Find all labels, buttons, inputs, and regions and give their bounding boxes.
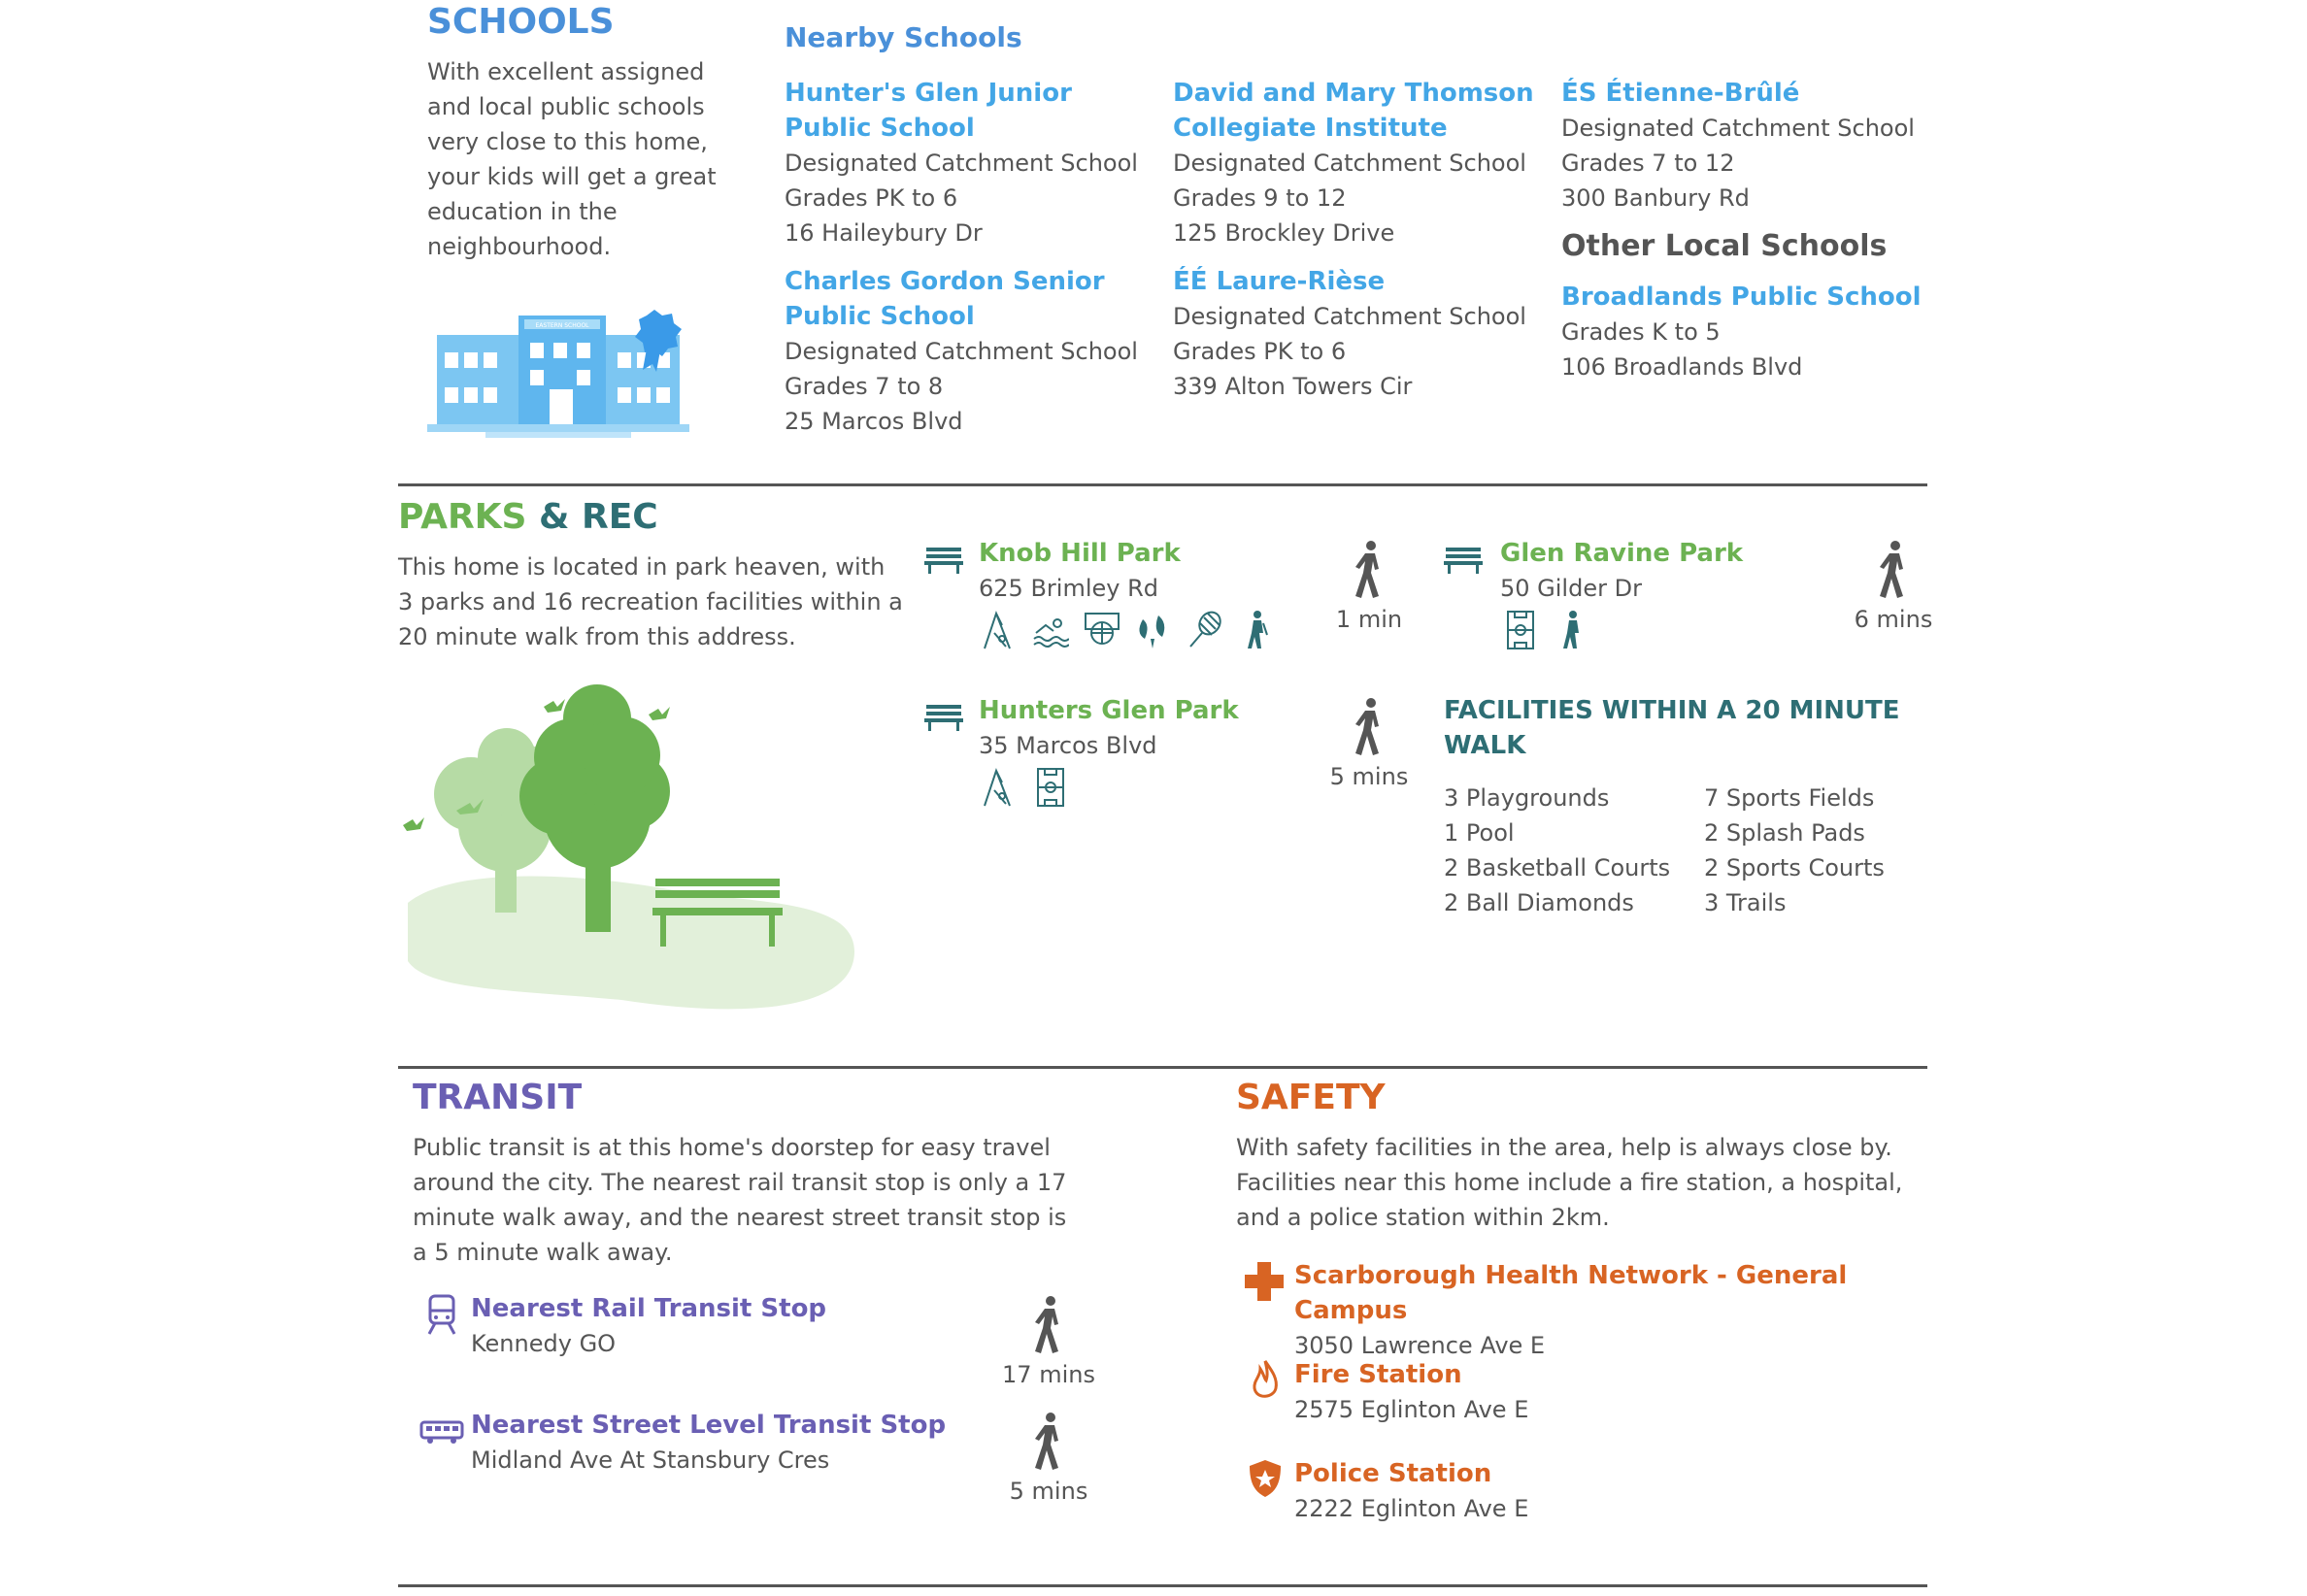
school-grades: Grades K to 5 xyxy=(1561,318,1721,346)
pool-icon xyxy=(1032,610,1069,650)
walk-time-rail xyxy=(1000,1295,1097,1388)
walking-person-icon xyxy=(1874,540,1913,600)
safety-name-link[interactable]: Scarborough Health Network - General Campus xyxy=(1294,1261,1848,1325)
transit-title: TRANSIT xyxy=(413,1078,583,1117)
nearby-schools-heading: Nearby Schools xyxy=(785,21,1022,53)
park-facility-icons xyxy=(981,767,1079,812)
playground-icon xyxy=(981,767,1018,808)
safety-card-hospital xyxy=(1294,1258,1935,1363)
safety-card-police xyxy=(1294,1456,1877,1526)
rail-transit-label[interactable]: Nearest Rail Transit Stop xyxy=(471,1294,827,1323)
school-card-1 xyxy=(785,76,1144,250)
facility-count: 3 Playgrounds xyxy=(1444,784,1610,812)
walk-time-label: 5 mins xyxy=(1329,763,1409,790)
bench-icon xyxy=(924,703,963,732)
school-building-illustration xyxy=(427,306,699,442)
parks-title-a: PARKS xyxy=(398,497,527,537)
school-card-4 xyxy=(1173,264,1542,404)
parks-intro: This home is located in park heaven, with 3 parks and 16 recreation facilities within a 20 minute walk from this address. xyxy=(398,553,903,650)
parks-title xyxy=(398,497,658,537)
walk-time-street xyxy=(1000,1412,1097,1505)
school-type: Designated Catchment School xyxy=(1173,303,1526,330)
park-card-knob-hill xyxy=(979,536,1231,606)
school-address: 125 Brockley Drive xyxy=(1173,219,1395,247)
other-school-card xyxy=(1561,280,1940,384)
school-grades: Grades 7 to 12 xyxy=(1561,150,1735,177)
park-illustration xyxy=(398,680,864,1029)
school-name-link[interactable]: ÉS Étienne-Brûlé xyxy=(1561,79,1800,108)
facility-count: 2 Ball Diamonds xyxy=(1444,889,1634,916)
school-address: 106 Broadlands Blvd xyxy=(1561,353,1803,381)
trail-icon xyxy=(1238,610,1275,650)
street-transit-stop: Midland Ave At Stansbury Cres xyxy=(471,1446,830,1474)
school-name-link[interactable]: Broadlands Public School xyxy=(1561,283,1922,312)
facility-count: 7 Sports Fields xyxy=(1704,784,1875,812)
safety-intro: With safety facilities in the area, help is always close by. Facilities near this home include a fire station, a hospital, and a police station within 2km. xyxy=(1236,1134,1903,1231)
park-facility-icons xyxy=(1502,610,1600,654)
school-grades: Grades PK to 6 xyxy=(785,184,958,212)
school-card-3 xyxy=(1173,76,1542,250)
parks-title-b: & REC xyxy=(539,497,658,537)
flame-icon xyxy=(1251,1359,1280,1402)
walk-time-knob-hill xyxy=(1321,540,1418,633)
facilities-heading: FACILITIES WITHIN A 20 MINUTE WALK xyxy=(1444,696,1900,760)
walk-time-label: 17 mins xyxy=(1002,1361,1095,1388)
school-name-link[interactable]: Charles Gordon Senior Public School xyxy=(785,267,1105,331)
school-type: Designated Catchment School xyxy=(1561,115,1915,142)
park-card-glen-ravine xyxy=(1500,536,1772,606)
train-icon xyxy=(425,1293,458,1336)
school-card-2 xyxy=(785,264,1144,439)
facilities-list-left xyxy=(1444,781,1696,920)
police-badge-icon xyxy=(1248,1458,1283,1499)
hospital-cross-icon xyxy=(1243,1260,1286,1303)
safety-name-link[interactable]: Fire Station xyxy=(1294,1360,1462,1389)
facility-count: 2 Basketball Courts xyxy=(1444,854,1671,881)
playground-icon xyxy=(981,610,1018,650)
school-grades: Grades 9 to 12 xyxy=(1173,184,1347,212)
walk-time-label: 6 mins xyxy=(1854,606,1933,633)
bench-icon xyxy=(1444,546,1483,575)
school-address: 16 Haileybury Dr xyxy=(785,219,983,247)
park-name-link[interactable]: Hunters Glen Park xyxy=(979,696,1239,725)
section-divider xyxy=(398,483,1927,486)
safety-address: 2222 Eglinton Ave E xyxy=(1294,1495,1529,1522)
school-type: Designated Catchment School xyxy=(785,150,1138,177)
school-grades: Grades 7 to 8 xyxy=(785,373,944,400)
schools-title: SCHOOLS xyxy=(427,2,615,42)
walk-time-hunters-glen xyxy=(1321,697,1418,790)
rail-transit-card xyxy=(471,1291,976,1361)
school-name-link[interactable]: David and Mary Thomson Collegiate Institute xyxy=(1173,79,1534,143)
school-address: 25 Marcos Blvd xyxy=(785,408,963,435)
bench-icon xyxy=(924,546,963,575)
safety-address: 3050 Lawrence Ave E xyxy=(1294,1332,1546,1359)
sports-field-icon xyxy=(1032,767,1069,808)
sports-field-icon xyxy=(1502,610,1539,650)
walking-person-icon xyxy=(1350,697,1388,757)
walk-time-label: 5 mins xyxy=(1009,1478,1088,1505)
school-type: Designated Catchment School xyxy=(1173,150,1526,177)
basketball-icon xyxy=(1084,610,1120,650)
park-name-link[interactable]: Glen Ravine Park xyxy=(1500,539,1744,568)
facility-count: 2 Splash Pads xyxy=(1704,819,1865,847)
facility-count: 1 Pool xyxy=(1444,819,1515,847)
bus-icon xyxy=(419,1419,464,1445)
safety-address: 2575 Eglinton Ave E xyxy=(1294,1396,1529,1423)
walking-person-icon xyxy=(1029,1412,1068,1472)
trail-icon xyxy=(1554,610,1590,650)
school-address: 339 Alton Towers Cir xyxy=(1173,373,1413,400)
facility-count: 3 Trails xyxy=(1704,889,1787,916)
park-facility-icons xyxy=(981,610,1285,652)
safety-card-fire xyxy=(1294,1357,1877,1427)
section-divider xyxy=(398,1066,1927,1069)
walk-time-label: 1 min xyxy=(1335,606,1403,633)
facilities-list-right xyxy=(1704,781,1937,920)
facility-count: 2 Sports Courts xyxy=(1704,854,1885,881)
park-address: 35 Marcos Blvd xyxy=(979,732,1157,759)
walking-person-icon xyxy=(1350,540,1388,600)
splash-pad-icon xyxy=(1135,610,1172,650)
street-transit-card xyxy=(471,1408,1015,1478)
safety-name-link[interactable]: Police Station xyxy=(1294,1459,1492,1488)
safety-title: SAFETY xyxy=(1236,1078,1386,1117)
walk-time-glen-ravine xyxy=(1845,540,1942,633)
school-type: Designated Catchment School xyxy=(785,338,1138,365)
section-divider xyxy=(398,1584,1927,1587)
school-name-link[interactable]: ÉÉ Laure-Rièse xyxy=(1173,267,1386,296)
tennis-icon xyxy=(1187,610,1223,650)
other-schools-heading: Other Local Schools xyxy=(1561,229,1888,263)
school-grades: Grades PK to 6 xyxy=(1173,338,1347,365)
park-address: 50 Gilder Dr xyxy=(1500,575,1642,602)
park-name-link[interactable]: Knob Hill Park xyxy=(979,539,1181,568)
park-address: 625 Brimley Rd xyxy=(979,575,1158,602)
school-name-link[interactable]: Hunter's Glen Junior Public School xyxy=(785,79,1072,143)
transit-intro: Public transit is at this home's doorstep for easy travel around the city. The nearest rail transit stop is only a 17 minute walk away, and the nearest street transit stop is a 5 minute walk away. xyxy=(413,1134,1067,1266)
schools-intro: With excellent assigned and local public schools very close to this home, your kids will get a great education in the neighbourhood. xyxy=(427,58,717,260)
school-card-5 xyxy=(1561,76,1940,216)
rail-transit-stop: Kennedy GO xyxy=(471,1330,617,1357)
walking-person-icon xyxy=(1029,1295,1068,1355)
street-transit-label[interactable]: Nearest Street Level Transit Stop xyxy=(471,1411,947,1440)
school-sign: EASTERN SCHOOL xyxy=(535,322,589,329)
school-address: 300 Banbury Rd xyxy=(1561,184,1750,212)
park-card-hunters-glen xyxy=(979,693,1251,763)
